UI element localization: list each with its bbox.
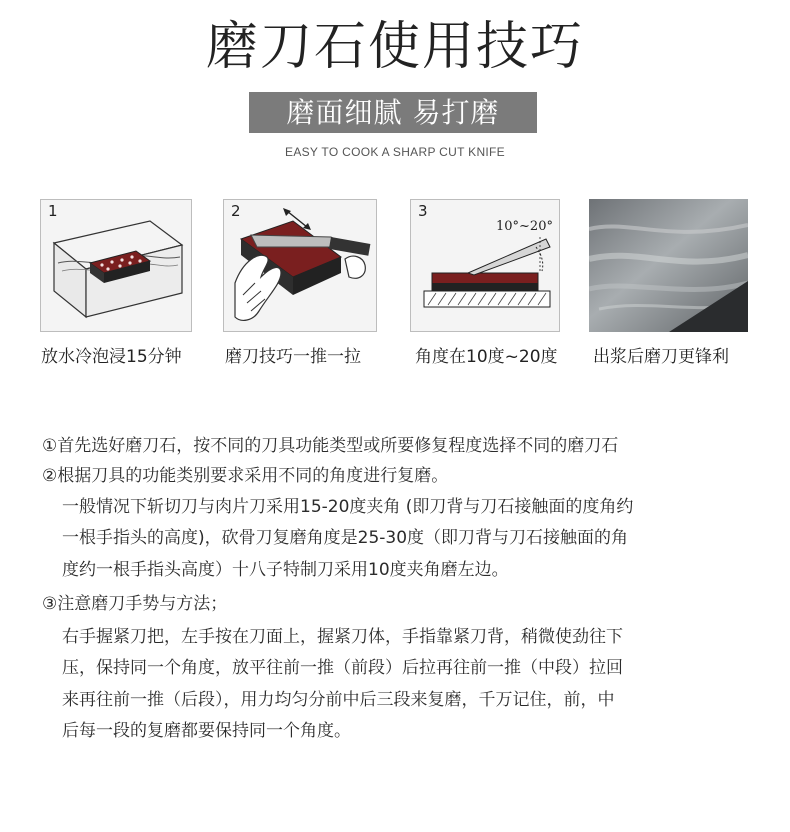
step-1-illustration [40,199,192,332]
step-2-illustration [223,199,377,332]
angle-label: 10°~20° [496,219,553,234]
english-subtitle: EASY TO COOK A SHARP CUT KNIFE [285,145,505,159]
step-4-caption: 出浆后磨刀更锋利 [593,347,729,367]
instruction-2-detail-3: 度约一根手指头高度）十八子特制刀采用10度夹角磨左边。 [62,560,509,580]
instruction-3-detail-2: 压，保持同一个角度，放平往前一推（前段）后拉再往前一推（中段）拉回 [62,658,623,678]
instruction-3-detail-4: 后每一段的复磨都要保持同一个角度。 [62,721,351,741]
instruction-3-detail-3: 来再往前一推（后段），用力均匀分前中后三段来复磨，千万记住，前，中 [62,690,615,710]
step-1-caption: 放水冷泡浸15分钟 [41,347,182,367]
instruction-1: ①首先选好磨刀石，按不同的刀具功能类型或所要修复程度选择不同的磨刀石 [42,436,619,456]
instruction-2-detail-1: 一般情况下斩切刀与肉片刀采用15-20度夹角 (即刀背与刀石接触面的度角约 [62,497,634,517]
step-4-photo [589,199,748,332]
step-2-caption: 磨刀技巧一推一拉 [225,347,361,367]
feature-banner: 磨面细腻 易打磨 [249,92,537,133]
step-2-number: 2 [231,202,241,220]
instruction-2-detail-2: 一根手指头的高度)，砍骨刀复磨角度是25-30度（即刀背与刀石接触面的角 [62,528,629,548]
step-3-caption: 角度在10度~20度 [415,347,558,367]
page-title: 磨刀石使用技巧 [205,17,584,77]
instruction-3: ③注意磨刀手势与方法； [42,594,228,614]
step-3-number: 3 [418,202,428,220]
instruction-2: ②根据刀具的功能类别要求采用不同的角度进行复磨。 [42,466,449,486]
step-1-number: 1 [48,202,58,220]
step-3-illustration [410,199,560,332]
instruction-3-detail-1: 右手握紧刀把，左手按在刀面上，握紧刀体，手指靠紧刀背，稍微使劲往下 [62,627,623,647]
